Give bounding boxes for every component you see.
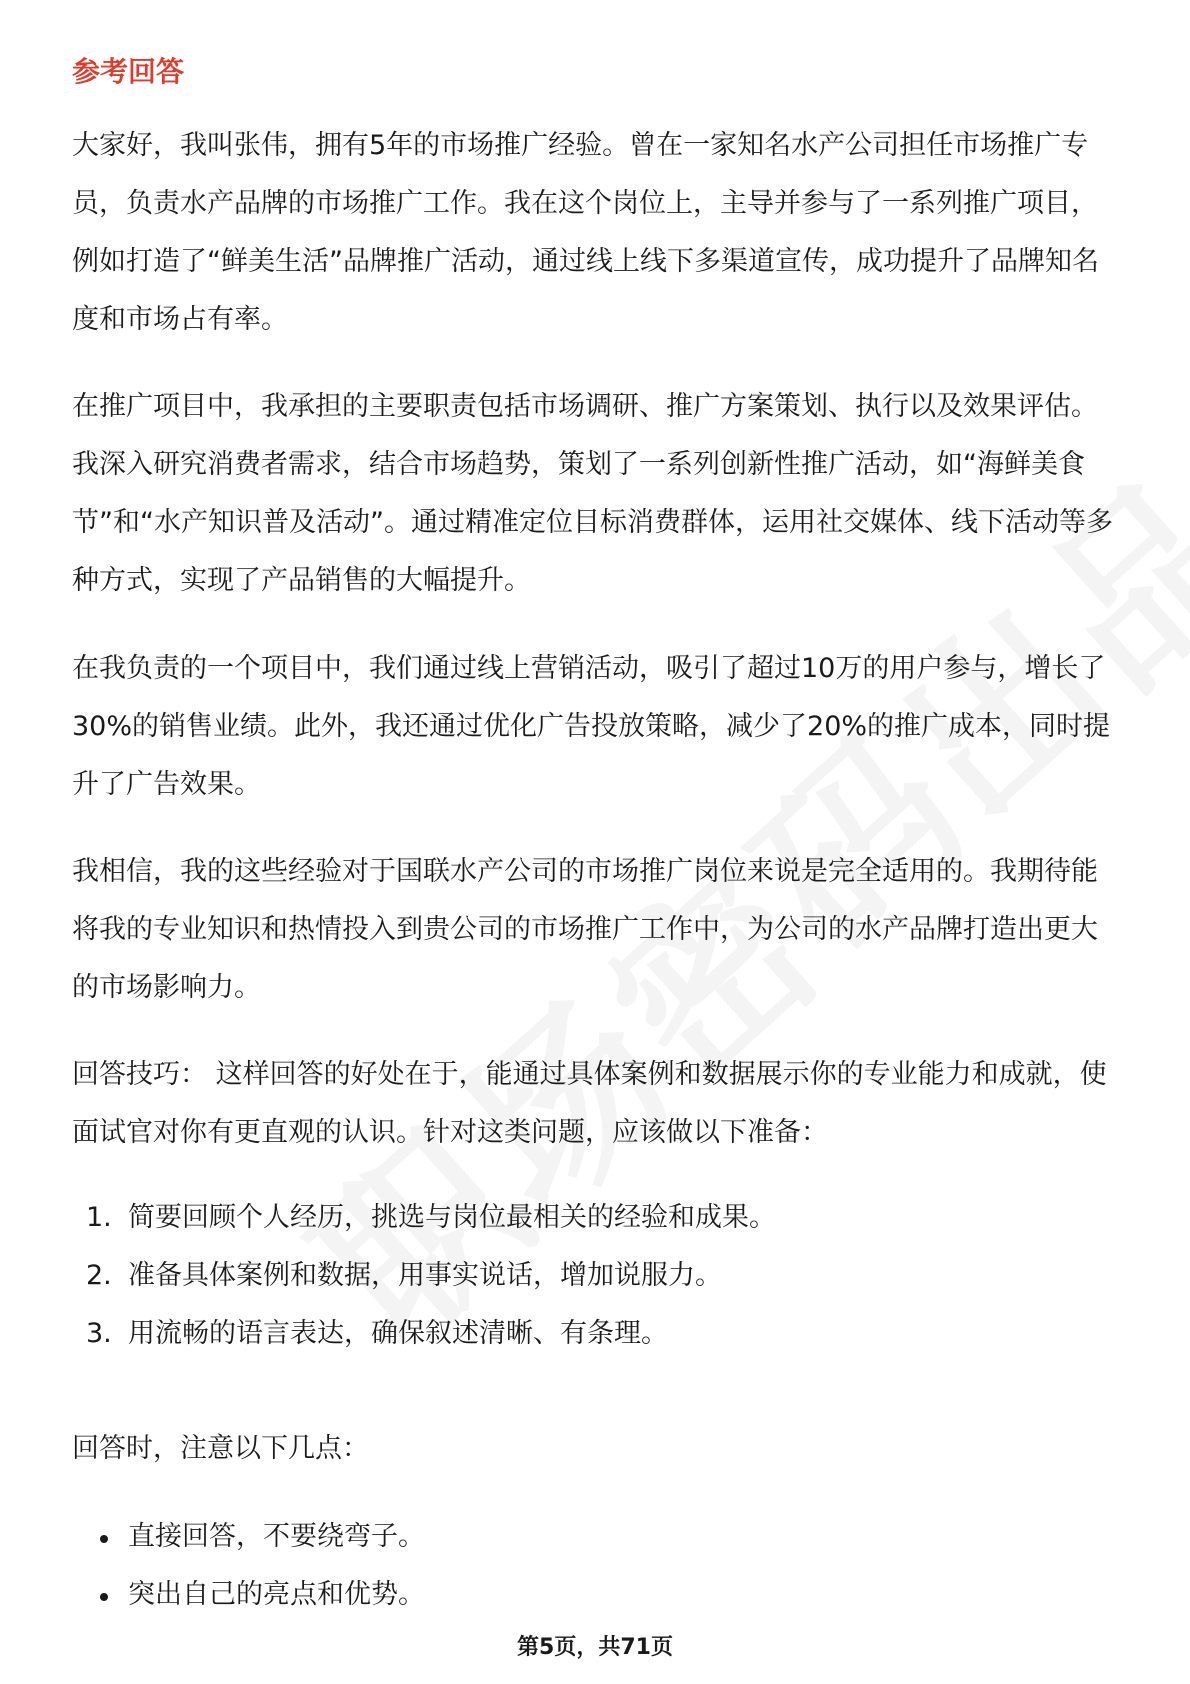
bullet-icon: [100, 1593, 108, 1601]
paragraph-intro: 大家好，我叫张伟，拥有5年的市场推广经验。曾在一家知名水产公司担任市场推广专员，负责水产品牌的市场推广工作。我在这个岗位上，主导并参与了一系列推广项目，例如打造了“鲜美生活”品牌推广活动，通过线上线下多渠道宣传，成功提升了品牌知名度和市场占有率。: [72, 130, 1099, 335]
list-item: [72, 1566, 425, 1624]
paragraph-tips: 回答技巧： 这样回答的好处在于，能通过具体案例和数据展示你的专业能力和成就，使面试官对你有更直观的认识。针对这类问题，应该做以下准备：: [72, 1059, 1107, 1148]
paragraph-results: 在我负责的一个项目中，我们通过线上营销活动，吸引了超过10万的用户参与，增长了30%的销售业绩。此外，我还通过优化广告投放策略，减少了20%的推广成本，同时提升了广告效果。: [72, 653, 1111, 800]
section-heading: 参考回答: [72, 55, 185, 88]
list-item-text: 突出自己的亮点和优势。: [128, 1579, 425, 1610]
list-item-text: 准备具体案例和数据，用事实说话，增加说服力。: [128, 1260, 722, 1291]
list-item-text: 简要回顾个人经历，挑选与岗位最相关的经验和成果。: [128, 1202, 776, 1233]
notes-list: [72, 1508, 425, 1624]
list-item-text: 直接回答，不要绕弯子。: [128, 1521, 425, 1552]
list-item: [72, 1189, 776, 1247]
list-item: [72, 1508, 425, 1566]
list-item: [72, 1247, 776, 1305]
preparation-list: [72, 1189, 776, 1363]
list-number: 2.: [86, 1260, 112, 1291]
bullet-icon: [100, 1535, 108, 1543]
list-item-text: 用流畅的语言表达，确保叙述清晰、有条理。: [128, 1318, 668, 1349]
list-number: 3.: [86, 1318, 112, 1349]
paragraph-conclusion: 我相信，我的这些经验对于国联水产公司的市场推广岗位来说是完全适用的。我期待能将我的专业知识和热情投入到贵公司的市场推广工作中，为公司的水产品牌打造出更大的市场影响力。: [72, 856, 1098, 1003]
paragraph-notes: 回答时，注意以下几点：: [72, 1433, 369, 1464]
list-item: [72, 1305, 776, 1363]
paragraph-responsibilities: 在推广项目中，我承担的主要职责包括市场调研、推广方案策划、执行以及效果评估。我深入研究消费者需求，结合市场趋势，策划了一系列创新性推广活动，如“海鲜美食节”和“水产知识普及活动”。通过精准定位目标消费群体，运用社交媒体、线下活动等多种方式，实现了产品销售的大幅提升。: [72, 391, 1113, 596]
page-footer: 第5页，共71页: [517, 1635, 673, 1660]
list-number: 1.: [86, 1202, 112, 1233]
